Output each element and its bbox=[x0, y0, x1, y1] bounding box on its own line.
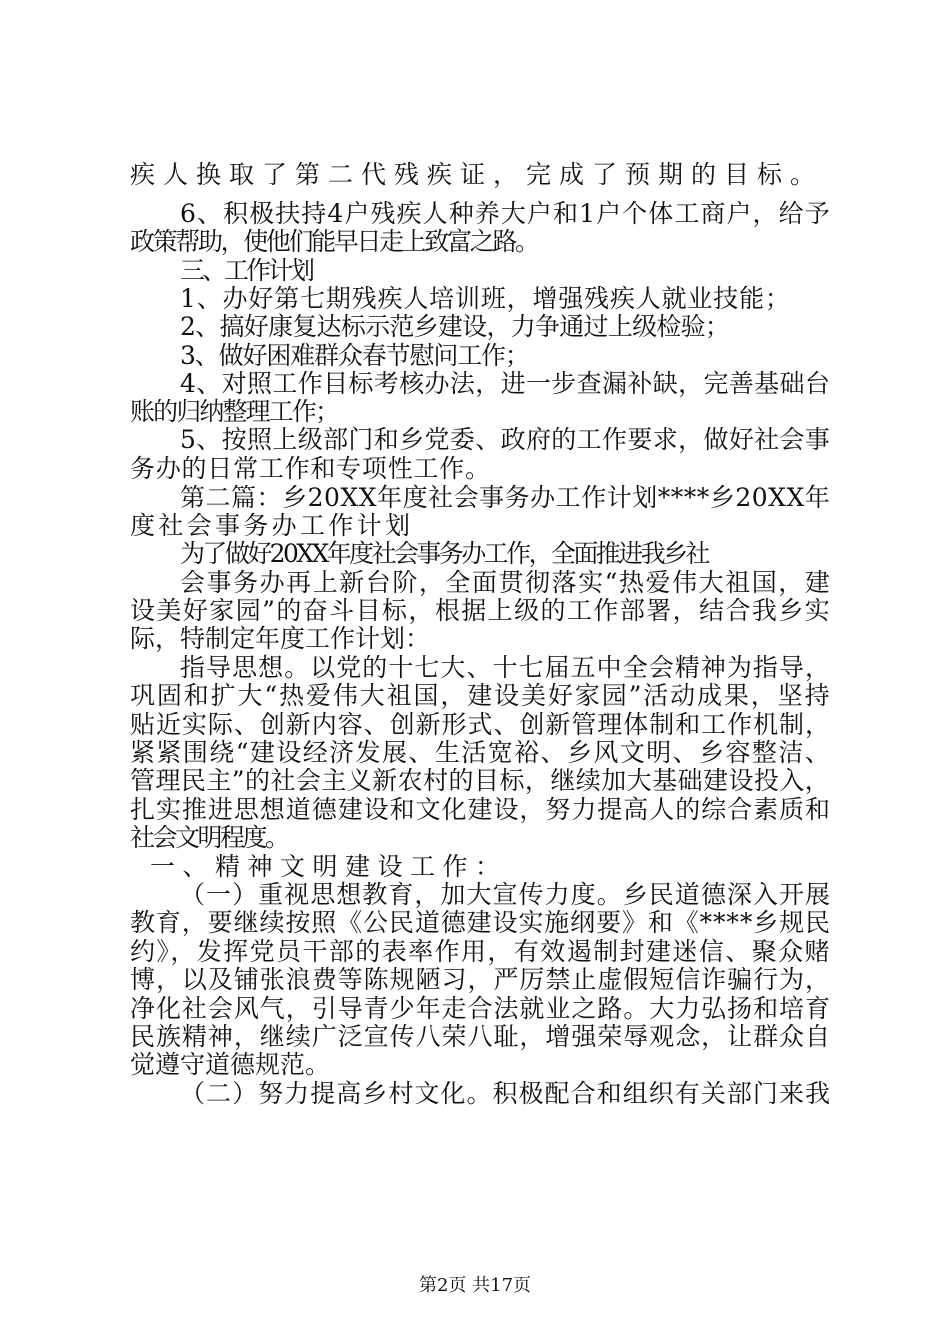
body-text-line: 贴近实际、创新内容、创新形式、创新管理体制和工作机制， bbox=[130, 710, 831, 739]
body-text-line: 管理民主”的社会主义新农村的目标，继续加大基础建设投入， bbox=[130, 766, 831, 795]
body-text-line: 第二篇：乡20XX年度社会事务办工作计划****乡20XX年 bbox=[180, 483, 831, 512]
body-text-line: 政策帮助，使他们能早日走上致富之路。 bbox=[130, 227, 538, 256]
body-text-line: 指导思想。以党的十七大、十七届五中全会精神为指导， bbox=[180, 653, 832, 682]
body-text-line: 2、搞好康复达标示范乡建设，力争通过上级检验； bbox=[180, 312, 730, 341]
page-footer: 第2页 共17页 bbox=[418, 1275, 532, 1296]
body-text-line: 觉遵守道德规范。 bbox=[130, 1050, 331, 1079]
body-text-line: 4、对照工作目标考核办法，进一步查漏补缺，完善基础台 bbox=[180, 369, 831, 398]
body-text-line: 博，以及铺张浪费等陈规陋习，严厉禁止虚假短信诈骗行为， bbox=[130, 965, 831, 994]
body-text-line: 疾人换取了第二代残疾证，完成了预期的目标。 bbox=[130, 160, 824, 189]
body-text-line: 度社会事务办工作计划 bbox=[130, 511, 414, 540]
body-text-line: 民族精神，继续广泛宣传八荣八耻，增强荣辱观念，让群众自 bbox=[130, 1022, 831, 1051]
body-text-line: 为了做好20XX年度社会事务办工作，全面推进我乡社 bbox=[180, 539, 708, 568]
body-text-line: 际，特制定年度工作计划： bbox=[130, 624, 431, 653]
body-text-line: 巩固和扩大“热爱伟大祖国，建设美好家园”活动成果，坚持 bbox=[130, 681, 832, 710]
body-text-line: 会事务办再上新台阶，全面贯彻落实“热爱伟大祖国，建 bbox=[180, 568, 832, 597]
body-text-line: 6、积极扶持4户残疾人种养大户和1户个体工商户，给予 bbox=[180, 199, 831, 228]
body-text-line: 紧紧围绕“建设经济发展、生活宽裕、乡风文明、乡容整洁、 bbox=[130, 738, 832, 767]
body-text-line: 净化社会风气，引导青少年走合法就业之路。大力弘扬和培育 bbox=[130, 994, 831, 1023]
body-text-line: 一、精神文明建设工作： bbox=[150, 852, 508, 881]
body-text-line: 1、办好第七期残疾人培训班，增强残疾人就业技能； bbox=[180, 284, 791, 313]
body-text-line: 5、按照上级部门和乡党委、政府的工作要求，做好社会事 bbox=[180, 425, 831, 454]
body-text-line: （二）努力提高乡村文化。积极配合和组织有关部门来我 bbox=[180, 1079, 832, 1108]
body-text-line: 社会文明程度。 bbox=[130, 823, 288, 852]
body-text-line: 3、做好困难群众春节慰问工作； bbox=[180, 341, 529, 370]
body-text-line: 约》，发挥党员干部的表率作用，有效遏制封建迷信、聚众赌 bbox=[130, 937, 831, 966]
body-text-line: 教育，要继续按照《公民道德建设实施纲要》和《****乡规民 bbox=[130, 908, 831, 937]
body-text-line: 账的归纳整理工作； bbox=[130, 397, 339, 426]
body-text-line: （一）重视思想教育，加大宣传力度。乡民道德深入开展 bbox=[180, 880, 832, 909]
body-text-line: 三、工作计划 bbox=[180, 256, 313, 285]
body-text-line: 扎实推进思想道德建设和文化建设，努力提高人的综合素质和 bbox=[130, 795, 831, 824]
body-text-line: 设美好家园”的奋斗目标，根据上级的工作部署，结合我乡实 bbox=[130, 596, 832, 625]
body-text-line: 务办的日常工作和专项性工作。 bbox=[130, 454, 491, 483]
